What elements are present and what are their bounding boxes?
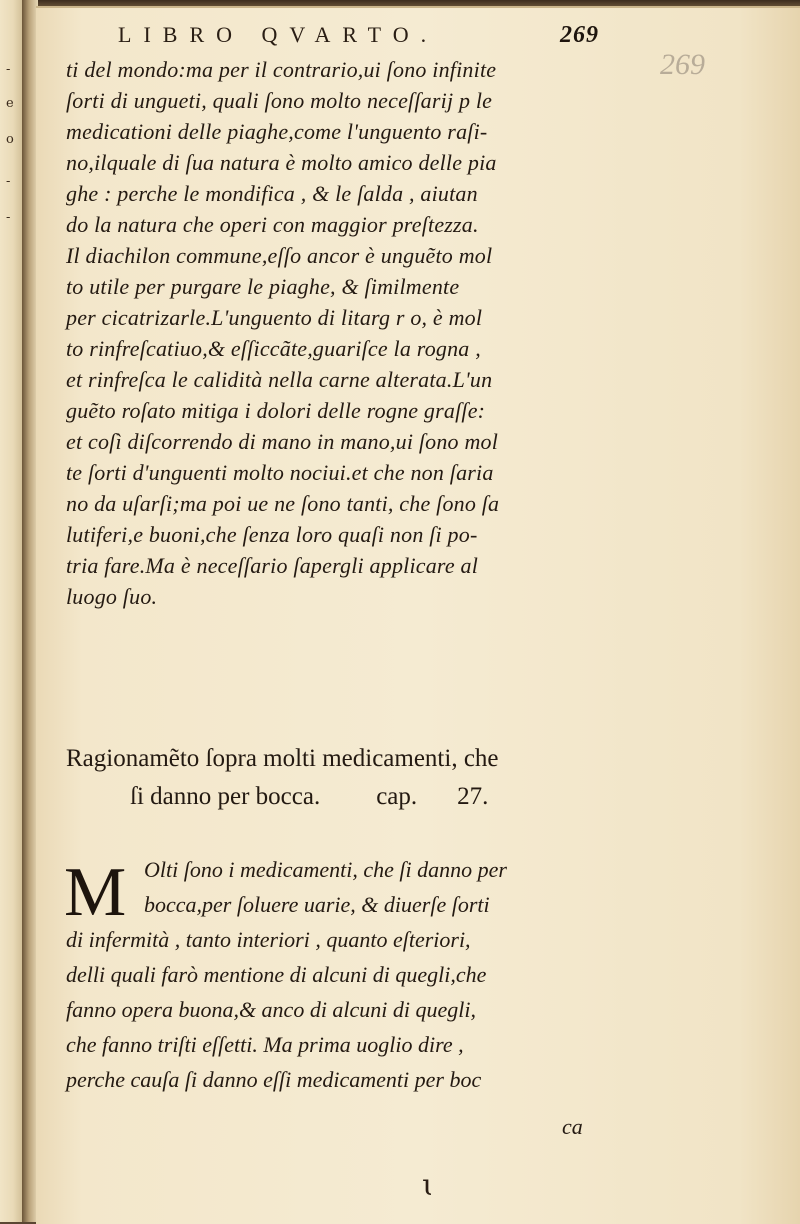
drop-cap-initial: M [64,854,127,931]
facing-page-marks [2,0,20,1222]
facing-mark: - [6,174,11,189]
catchword: ca [562,1114,583,1139]
text-line: luogo ſuo. [66,584,158,609]
facing-mark: o [6,132,14,147]
facing-mark: - [6,210,11,225]
text-line: lutiferi,e buoni,che ſenza loro quaſi non ſi po- [66,522,478,547]
chapter-heading-title-end: ſi danno per bocca. [130,783,321,810]
text-line: bocca,per ſoluere uarie, & diuerſe ſorti [144,892,490,917]
text-line: Olti ſono i medicamenti, che ſi danno per [144,857,507,882]
text-line: no,ilquale di ſua natura è molto amico delle pia [66,150,497,175]
chapter-heading-line-2 [66,778,646,816]
text-line: medicationi delle piaghe,come l'unguento raſi- [66,119,488,144]
facing-mark: e [6,96,14,111]
text-line: te ſorti d'unguenti molto nociui.et che non ſaria [66,460,494,485]
chapter-label: cap. [376,783,418,810]
text-line: et rinfreſca le calidità nella carne alterata.L'un [66,367,493,392]
text-line: ti del mondo:ma per il contrario,ui ſono infinite [66,57,497,82]
text-line: do la natura che operi con maggior preſtezza. [66,212,479,237]
text-line: guẽto roſato mitiga i dolori delle rogne graſſe: [66,398,486,423]
body-text-block [66,54,646,612]
text-line: ghe : perche le mondifica , & le ſalda , aiutan [66,181,478,206]
facing-page-edge [0,0,22,1222]
text-line: delli quali farò mentione di alcuni di quegli,che [66,962,487,987]
text-line: per cicatrizarle.L'unguento di litarg r o, è mol [66,305,483,330]
text-line: et coſì diſcorrendo di mano in mano,ui ſono mol [66,429,499,454]
text-line: to utile per purgare le piaghe, & ſimilmente [66,274,460,299]
handwritten-page-number: 269 [660,48,705,81]
facing-mark: - [6,62,11,77]
text-line: to rinfreſcatiuo,& eſſiccãte,guariſce la rogna , [66,336,481,361]
text-line: ſorti di ungueti, quali ſono molto neceſſarij p le [66,88,493,113]
text-line: Il diachilon commune,eſſo ancor è unguẽto mol [66,243,493,268]
text-line: che fanno triſti eſſetti. Ma prima uoglio dire , [66,1032,464,1057]
running-head: LIBRO QVARTO. [118,22,439,47]
chapter-text-block [66,852,646,1097]
chapter-number: 27. [457,783,489,810]
chapter-heading-line-1: Ragionamẽto ſopra molti medicamenti, che [66,745,499,772]
text-line: tria fare.Ma è neceſſario ſapergli applicare al [66,553,479,578]
chapter-heading [66,740,646,816]
text-line: di infermità , tanto interiori , quanto eſteriori, [66,927,471,952]
page-number: 269 [560,22,599,48]
text-line: no da uſarſi;ma poi ue ne ſono tanti, che ſono ſa [66,491,500,516]
text-line: perche cauſa ſi danno eſſi medicamenti per boc [66,1067,482,1092]
signature-ornament: ɩ [422,1168,434,1203]
text-line: fanno opera buona,& anco di alcuni di quegli, [66,997,477,1022]
